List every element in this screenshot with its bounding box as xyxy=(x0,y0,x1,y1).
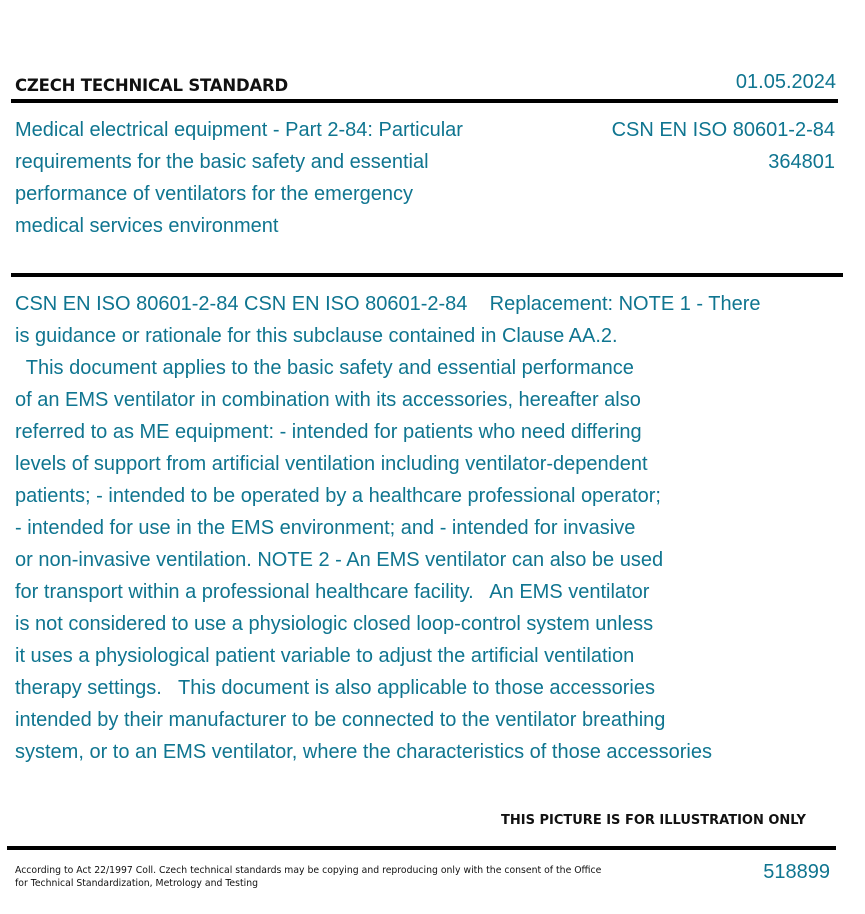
standard-title-line: performance of ventilators for the emergency xyxy=(15,183,413,205)
abstract-line: intended by their manufacturer to be connected to the ventilator breathing xyxy=(15,709,666,731)
standard-title-line: medical services environment xyxy=(15,215,279,237)
abstract-line: or non-invasive ventilation. NOTE 2 - An EMS ventilator can also be used xyxy=(15,549,664,571)
abstract-line: of an EMS ventilator in combination with its accessories, hereafter also xyxy=(15,389,641,411)
abstract-line: levels of support from artificial ventilation including ventilator-dependent xyxy=(15,453,648,475)
abstract-line: is not considered to use a physiologic closed loop-control system unless xyxy=(15,613,654,635)
abstract-line: for transport within a professional healthcare facility. An EMS ventilator xyxy=(15,581,650,603)
document-type-heading: CZECH TECHNICAL STANDARD xyxy=(15,76,289,95)
copyright-line: for Technical Standardization, Metrology and Testing xyxy=(15,878,259,889)
standard-title-line: requirements for the basic safety and essential xyxy=(15,151,429,173)
standard-title xyxy=(15,114,535,242)
abstract-line: This document applies to the basic safety and essential performance xyxy=(15,357,634,379)
standard-identifier xyxy=(612,114,835,178)
abstract-line: CSN EN ISO 80601-2-84 CSN EN ISO 80601-2-84 Replacement: NOTE 1 - There xyxy=(15,293,761,315)
bottom-divider xyxy=(7,846,836,850)
abstract-line: patients; - intended to be operated by a healthcare professional operator; xyxy=(15,485,661,507)
abstract-line: system, or to an EMS ventilator, where the characteristics of those accessories xyxy=(15,741,712,763)
abstract-line: - intended for use in the EMS environment; and - intended for invasive xyxy=(15,517,636,539)
abstract-line: therapy settings. This document is also applicable to those accessories xyxy=(15,677,655,699)
document-number: 518899 xyxy=(763,861,830,883)
standard-title-line: Medical electrical equipment - Part 2-84: Particular xyxy=(15,119,463,141)
abstract-line: referred to as ME equipment: - intended for patients who need differing xyxy=(15,421,642,443)
standard-code: CSN EN ISO 80601-2-84 xyxy=(611,119,835,141)
illustration-notice: THIS PICTURE IS FOR ILLUSTRATION ONLY xyxy=(501,813,806,828)
copyright-line: According to Act 22/1997 Coll. Czech technical standards may be copying and reproducing only with the consent of the Office xyxy=(15,865,602,876)
copyright-notice xyxy=(15,864,601,890)
middle-divider xyxy=(11,273,843,277)
standard-abstract xyxy=(15,288,825,768)
abstract-line: it uses a physiological patient variable to adjust the artificial ventilation xyxy=(15,645,635,667)
abstract-line: is guidance or rationale for this subclause contained in Clause AA.2. xyxy=(15,325,618,347)
classification-number: 364801 xyxy=(768,151,835,173)
top-divider xyxy=(11,99,838,103)
publication-date: 01.05.2024 xyxy=(735,71,836,93)
